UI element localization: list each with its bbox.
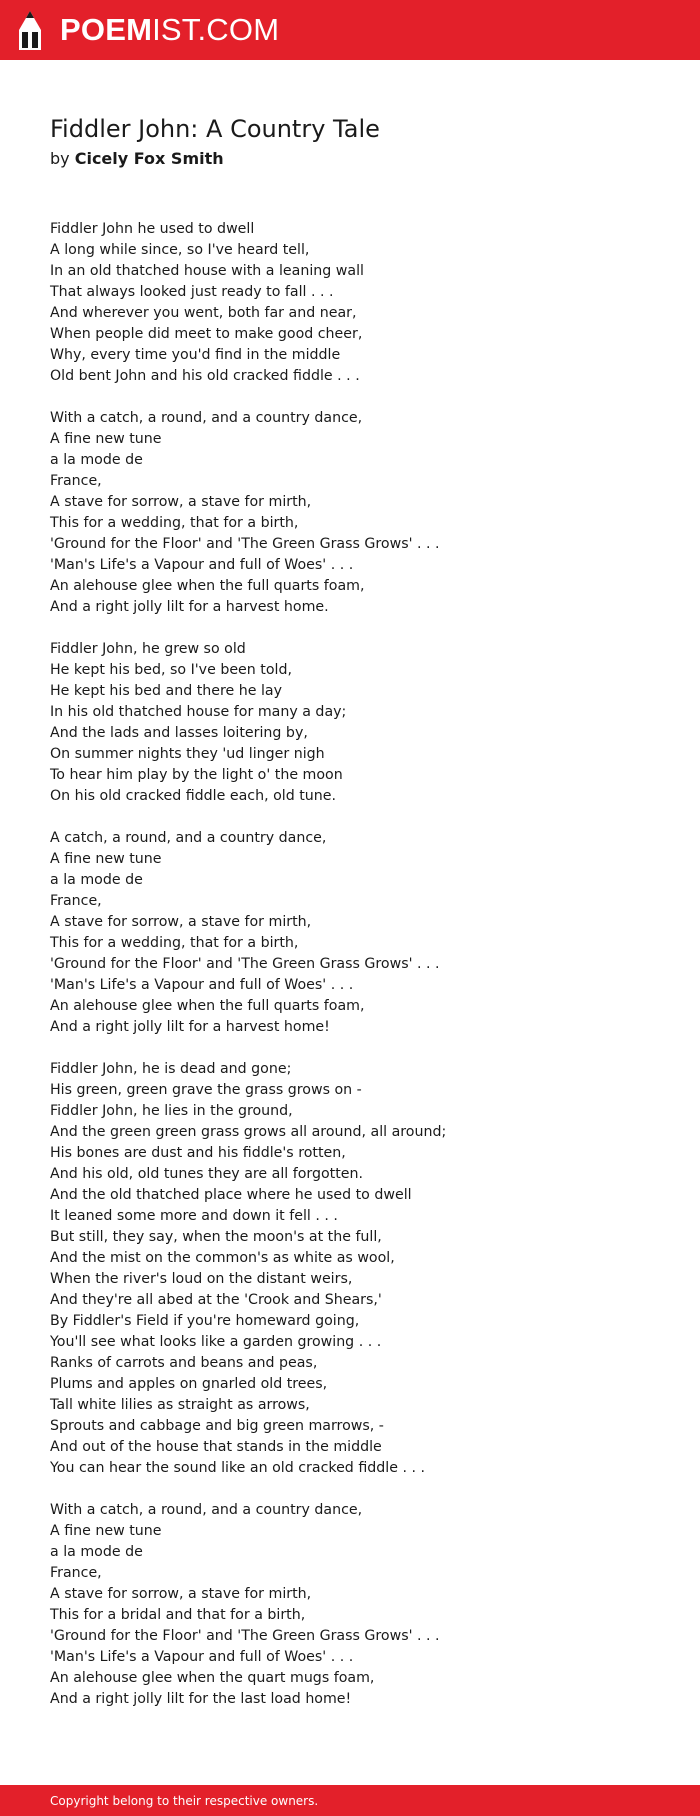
poem-line: a la mode de (50, 1544, 143, 1560)
site-header (0, 0, 700, 60)
by-label: by (50, 149, 70, 168)
site-footer (0, 1785, 700, 1816)
poem-line: In an old thatched house with a leaning wall (50, 263, 364, 279)
poem-line: A long while since, so I've heard tell, (50, 242, 310, 258)
poem-line: Fiddler John, he grew so old (50, 641, 246, 657)
poem-title: Fiddler John: A Country Tale (50, 115, 380, 143)
poem-line: A fine new tune (50, 431, 162, 447)
poem-line: Fiddler John, he is dead and gone; (50, 1061, 292, 1077)
site-logo[interactable] (60, 13, 279, 47)
poem-line: And the green green grass grows all around, all around; (50, 1124, 447, 1140)
poem-line: Plums and apples on gnarled old trees, (50, 1376, 328, 1392)
poem-line: 'Man's Life's a Vapour and full of Woes' . . . (50, 557, 354, 573)
poem-line: And wherever you went, both far and near, (50, 305, 357, 321)
poem-line: His green, green grave the grass grows on - (50, 1082, 362, 1098)
poem-line: By Fiddler's Field if you're homeward going, (50, 1313, 360, 1329)
poem-line: On his old cracked fiddle each, old tune. (50, 788, 337, 804)
poem-line: An alehouse glee when the quart mugs foam, (50, 1670, 375, 1686)
poem-line: And the old thatched place where he used to dwell (50, 1187, 412, 1203)
poem-body (50, 219, 670, 1731)
poem-line: Sprouts and cabbage and big green marrows, - (50, 1418, 384, 1434)
logo-text-light: IST.COM (152, 12, 280, 47)
stanza (50, 639, 670, 807)
copyright-text: Copyright belong to their respective owners. (50, 1794, 319, 1808)
poem-line: You can hear the sound like an old cracked fiddle . . . (50, 1460, 426, 1476)
poem-line: France, (50, 893, 102, 909)
poem-line: A catch, a round, and a country dance, (50, 830, 327, 846)
stanza (50, 408, 670, 618)
poem-line: This for a bridal and that for a birth, (50, 1607, 306, 1623)
poem-line: An alehouse glee when the full quarts foam, (50, 578, 365, 594)
stanza (50, 219, 670, 387)
poem-line: This for a wedding, that for a birth, (50, 935, 299, 951)
poem-line: But still, they say, when the moon's at the full, (50, 1229, 382, 1245)
poem-line: A fine new tune (50, 1523, 162, 1539)
stanza (50, 1500, 670, 1710)
poem-line: 'Ground for the Floor' and 'The Green Grass Grows' . . . (50, 536, 440, 552)
poem-line: Why, every time you'd find in the middle (50, 347, 341, 363)
poem-line: France, (50, 473, 102, 489)
poem-line: To hear him play by the light o' the moon (50, 767, 343, 783)
poem-line: An alehouse glee when the full quarts foam, (50, 998, 365, 1014)
poem-line: And his old, old tunes they are all forgotten. (50, 1166, 364, 1182)
poem-line: And the mist on the common's as white as wool, (50, 1250, 395, 1266)
poem-line: Tall white lilies as straight as arrows, (50, 1397, 310, 1413)
poem-line: Ranks of carrots and beans and peas, (50, 1355, 318, 1371)
poem-line: And a right jolly lilt for a harvest home. (50, 599, 329, 615)
poem-line: With a catch, a round, and a country dance, (50, 410, 363, 426)
poem-line: And the lads and lasses loitering by, (50, 725, 308, 741)
logo-text-bold: POEM (60, 12, 153, 47)
poem-line: France, (50, 1565, 102, 1581)
poem-line: 'Man's Life's a Vapour and full of Woes' . . . (50, 1649, 354, 1665)
poem-line: He kept his bed, so I've been told, (50, 662, 292, 678)
poem-line: This for a wedding, that for a birth, (50, 515, 299, 531)
poem-line: He kept his bed and there he lay (50, 683, 283, 699)
poem-line: 'Man's Life's a Vapour and full of Woes' . . . (50, 977, 354, 993)
poem-line: In his old thatched house for many a day; (50, 704, 347, 720)
poem-line: His bones are dust and his fiddle's rotten, (50, 1145, 346, 1161)
poem-line: a la mode de (50, 872, 143, 888)
poem-line: And a right jolly lilt for a harvest home! (50, 1019, 330, 1035)
poem-line: a la mode de (50, 452, 143, 468)
poem-line: When people did meet to make good cheer, (50, 326, 363, 342)
poem-line: A stave for sorrow, a stave for mirth, (50, 494, 312, 510)
poem-line: On summer nights they 'ud linger nigh (50, 746, 325, 762)
pencil-logo-icon[interactable] (17, 10, 43, 52)
poem-line: And a right jolly lilt for the last load home! (50, 1691, 352, 1707)
poem-line: A stave for sorrow, a stave for mirth, (50, 1586, 312, 1602)
poem-line: 'Ground for the Floor' and 'The Green Grass Grows' . . . (50, 1628, 440, 1644)
poem-line: With a catch, a round, and a country dance, (50, 1502, 363, 1518)
poem-line: Fiddler John, he lies in the ground, (50, 1103, 293, 1119)
poem-line: And out of the house that stands in the middle (50, 1439, 382, 1455)
poem-line: A fine new tune (50, 851, 162, 867)
poem-line: You'll see what looks like a garden growing . . . (50, 1334, 382, 1350)
stanza (50, 828, 670, 1038)
byline (50, 148, 224, 170)
poem-line: A stave for sorrow, a stave for mirth, (50, 914, 312, 930)
poem-line: Fiddler John he used to dwell (50, 221, 255, 237)
poem-line: When the river's loud on the distant weirs, (50, 1271, 353, 1287)
poem-line: Old bent John and his old cracked fiddle . . . (50, 368, 360, 384)
author-name[interactable]: Cicely Fox Smith (74, 149, 224, 168)
poem-line: And they're all abed at the 'Crook and Shears,' (50, 1292, 382, 1308)
poem-line: That always looked just ready to fall . . . (50, 284, 334, 300)
poem-line: 'Ground for the Floor' and 'The Green Grass Grows' . . . (50, 956, 440, 972)
poem-line: It leaned some more and down it fell . . . (50, 1208, 338, 1224)
stanza (50, 1059, 670, 1479)
